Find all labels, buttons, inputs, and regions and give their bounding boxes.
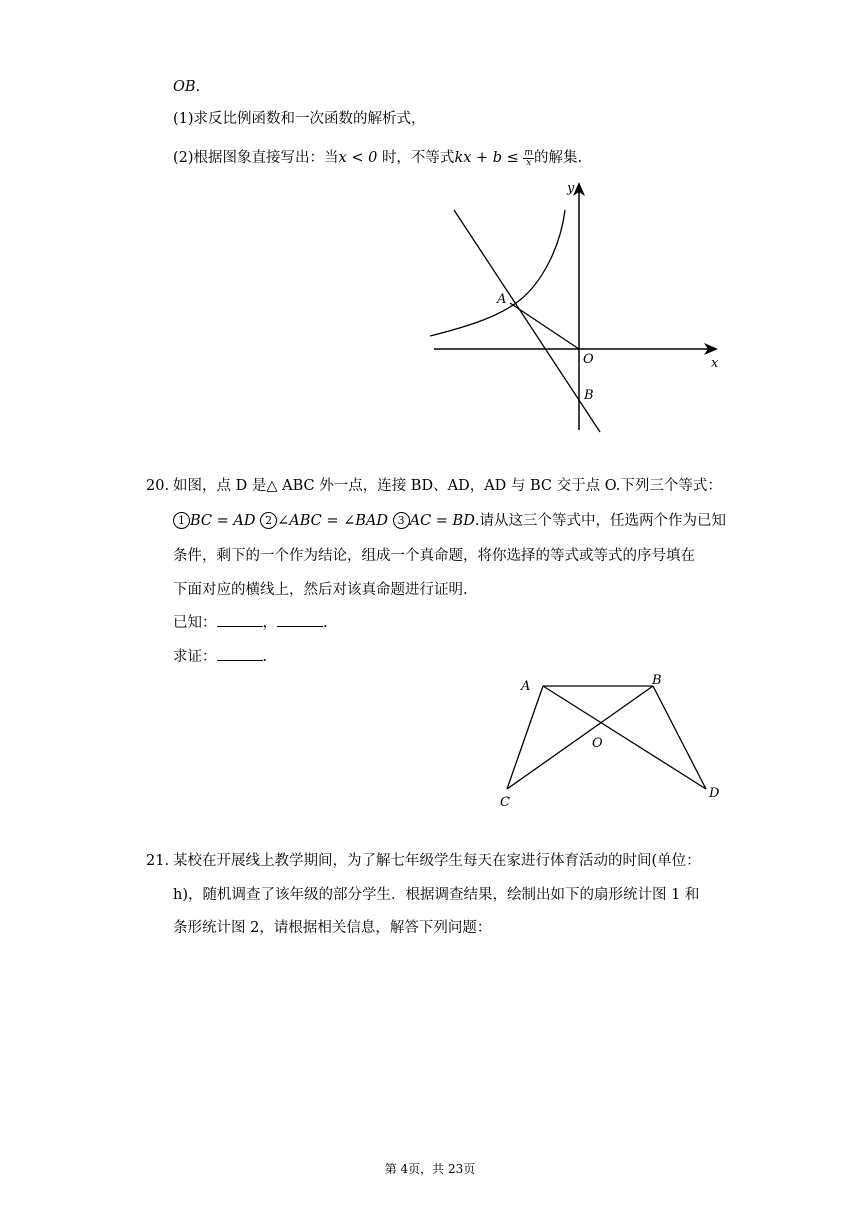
q19-part2-expr: kx + b ≤ [454, 150, 524, 166]
segment-ad [543, 686, 706, 789]
label-a2: A [521, 679, 531, 694]
label-c2: C [500, 795, 510, 810]
label-b: B [584, 388, 594, 403]
q20-number: 20. [146, 478, 170, 494]
frac-den: x [526, 157, 532, 168]
q20-line4: 下面对应的横线上，然后对该真命题进行证明. [173, 582, 468, 598]
q21-line3: 条形统计图 2，请根据相关信息，解答下列问题： [173, 920, 492, 936]
label-y: y [567, 181, 575, 196]
prove-label: 求证： [173, 649, 217, 665]
label-b2: B [652, 673, 662, 688]
frac-num: m [524, 147, 533, 158]
label-a: A [497, 292, 507, 307]
q19-ob-text: OB. [173, 79, 201, 95]
q19-part2-b: 时，不等式 [381, 150, 455, 166]
q19-part2-a: (2)根据图象直接写出：当 [173, 150, 339, 166]
label-d2: D [709, 786, 720, 801]
q21-number: 21. [146, 853, 170, 869]
page-footer: 第 4页，共 23页 [384, 1162, 476, 1176]
label-o: O [583, 352, 594, 367]
known-sep: ， [262, 615, 277, 631]
known-label: 已知： [173, 615, 217, 631]
circle-1: 1 [173, 512, 190, 529]
segment-bd [653, 686, 706, 789]
segment-cb [507, 686, 653, 789]
q20-line2-tail: .请从这三个等式中，任选两个作为已知 [474, 513, 726, 529]
prove-end: . [262, 649, 268, 665]
known-end: . [323, 615, 328, 631]
q19-part2-cond: < 0 [346, 150, 382, 166]
equation-3: AC = BD [409, 513, 475, 529]
q21-line1: 某校在开展线上教学期间，为了解七年级学生每天在家进行体育活动的时间(单位： [173, 853, 701, 869]
circle-2: 2 [260, 512, 277, 529]
segment-ac [507, 686, 543, 789]
label-o2: O [592, 736, 603, 751]
q19-part2-c: 的解集. [533, 150, 583, 166]
equation-1: BC = AD [190, 513, 256, 529]
q20-line1: 如图，点 D 是△ ABC 外一点，连接 BD、AD，AD 与 BC 交于点 O.下列三个等式： [173, 478, 722, 494]
equation-2: ∠ABC = ∠BAD [277, 513, 389, 529]
circle-3: 3 [393, 512, 410, 529]
q19-part2-x: x [338, 150, 347, 166]
q20-line3: 条件，剩下的一个作为结论，组成一个真命题，将你选择的等式或等式的序号填在 [173, 548, 695, 564]
q19-part1: (1)求反比例函数和一次函数的解析式， [173, 111, 426, 127]
label-x: x [711, 356, 719, 371]
q21-line2: h)，随机调查了该年级的部分学生．根据调查结果，绘制出如下的扇形统计图 1 和 [173, 887, 700, 903]
